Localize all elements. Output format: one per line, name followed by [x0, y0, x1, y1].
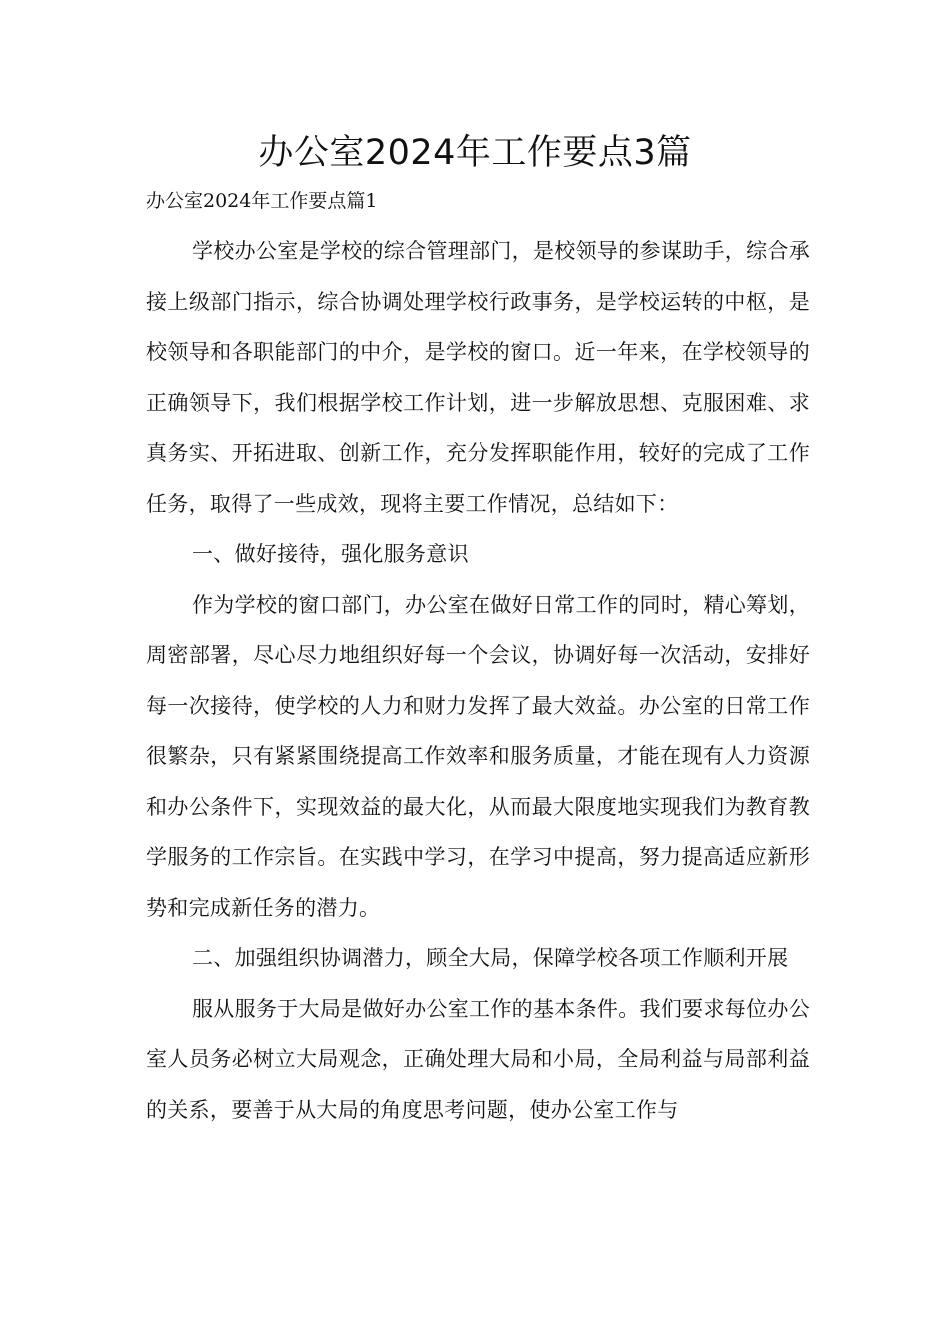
- section-heading-2: 二、加强组织协调潜力，顾全大局，保障学校各项工作顺利开展: [192, 946, 789, 970]
- body-paragraph-1: 作为学校的窗口部门，办公室在做好日常工作的同时，精心筹划，周密部署，尽心尽力地组织好每一个会议，协调好每一次活动，安排好每一次接待，使学校的人力和财力发挥了最大效益。办公室的日常工作很繁杂，只有紧紧围绕提高工作效率和服务质量，才能在现有人力资源和办公条件下，实现效益的最大化，从而最大限度地实现我们为教育教学服务的工作宗旨。在实践中学习，在学习中提高，努力提高适应新形势和完成新任务的潜力。: [146, 592, 810, 920]
- document-title: 办公室2024年工作要点3篇: [258, 133, 692, 173]
- body-paragraph-2: 服从服务于大局是做好办公室工作的基本条件。我们要求每位办公室人员务必树立大局观念，正确处理大局和小局，全局利益与局部利益的关系，要善于从大局的角度思考问题，使办公室工作与: [146, 996, 810, 1122]
- section-heading-1: 一、做好接待，强化服务意识: [192, 542, 469, 566]
- section-heading: 办公室2024年工作要点篇1: [146, 190, 378, 212]
- intro-paragraph: 学校办公室是学校的综合管理部门，是校领导的参谋助手，综合承接上级部门指示，综合协调处理学校行政事务，是学校运转的中枢，是校领导和各职能部门的中介，是学校的窗口。近一年来，在学校领导的正确领导下，我们根据学校工作计划，进一步解放思想、克服困难、求真务实、开拓进取、创新工作，充分发挥职能作用，较好的完成了工作任务，取得了一些成效，现将主要工作情况，总结如下：: [146, 239, 810, 516]
- document-body: [146, 226, 810, 1135]
